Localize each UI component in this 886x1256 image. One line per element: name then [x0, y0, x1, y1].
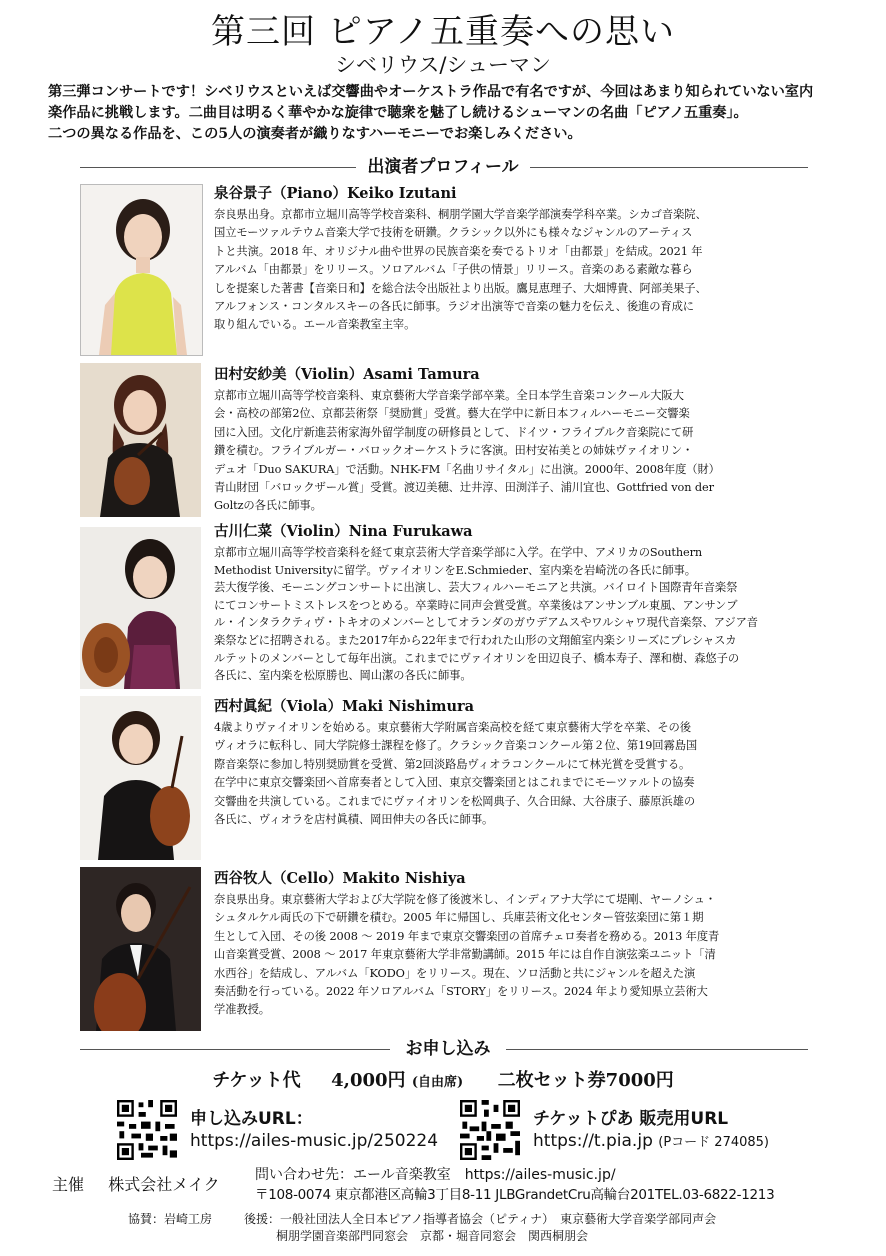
- support-line: 後援：一般社団法人全日本ピアノ指導者協会（ピティナ） 東京藝術大学音楽学部同声会: [244, 1212, 717, 1226]
- performer-name: 西谷牧人（Cello）Makito Nishiya: [214, 870, 466, 887]
- divider: [80, 167, 356, 168]
- bio-line: ヴィオラに転科し、同大学院修士課程を修了。クラシック音楽コンクール第２位、第19回霧島国: [214, 739, 698, 753]
- address-line: 〒108-0074 東京都港区高輪3丁目8-11 JLBGrandetCru高輪台201TEL.03-6822-1213: [255, 1187, 775, 1203]
- performer-photo-violin-2: [80, 527, 201, 689]
- bio-line: アルバム「由都景」をリリース。ソロアルバム「子供の情景」リリース。音楽のある素敵な暮ら: [214, 263, 693, 277]
- section-heading-profiles: 出演者プロフィール: [367, 157, 519, 177]
- pia-url-link[interactable]: https://t.pia.jp: [533, 1131, 653, 1151]
- ticket-price-line: [0, 1066, 886, 1092]
- bio-line: 会・高校の部第2位、京都芸術祭「奨励賞」受賞。藝大在学中に新日本フィルハーモニー交響楽: [214, 407, 690, 421]
- bio-line: 生として入団、その後 2008 ～ 2019 年まで東京交響楽団の首席チェロ奏者を務める。2013 年度青: [214, 929, 720, 943]
- performer-bio: [214, 206, 804, 335]
- performer-photo-piano: [80, 184, 203, 356]
- performer-bio: [214, 387, 804, 516]
- performer-profile: [214, 184, 804, 335]
- bio-line: デュオ「Duo SAKURA」で活動。NHK-FM「名曲リサイタル」に出演。2000年、2008年度（財）: [214, 462, 720, 476]
- performer-bio: [214, 891, 804, 1020]
- performer-bio: [214, 544, 804, 685]
- intro-line: 第三弾コンサートです！シベリウスといえば交響曲やオーケストラ作品で有名ですが、今回はあまり知られていない室内: [48, 84, 814, 100]
- bio-line: 鑽を積む。フライブルガー・バロックオーケストラに客演。田村安祐美との姉妹ヴァイオリン・: [214, 444, 694, 458]
- organizer-name: 株式会社メイク: [108, 1175, 220, 1194]
- qr-code-icon[interactable]: [117, 1100, 177, 1160]
- sponsor-line: 協賛：岩崎工房: [128, 1212, 213, 1226]
- organizer-label: 主催: [52, 1175, 85, 1194]
- bio-line: 青山財団「バロックザール賞」受賞。渡辺美穂、辻井淳、田渕洋子、浦川宜也、Gottfried von der: [214, 481, 714, 495]
- pia-url-label: チケットぴあ 販売用URL: [533, 1109, 729, 1129]
- pia-code: (Pコード 274085): [658, 1135, 770, 1150]
- performer-name: 田村安紗美（Violin）Asami Tamura: [214, 366, 480, 383]
- intro-line: 楽作品に挑戦します。二曲目は明るく華やかな旋律で聴衆を魅了し続けるシューマンの名曲「ピアノ五重奏」。: [48, 105, 748, 121]
- bio-line: 奈良県出身。京都市立堀川高等学校音楽科、桐朋学園大学音楽学部演奏学科卒業。シカゴ音楽院、: [214, 208, 707, 221]
- set-ticket-price: 二枚セット券7000円: [497, 1070, 674, 1091]
- performer-photo-cello: [80, 867, 201, 1031]
- ticket-label: チケット代: [212, 1070, 301, 1091]
- bio-line: 各氏に、室内楽を松原勝也、岡山潔の各氏に師事。: [214, 669, 472, 683]
- bio-line: ルテットのメンバーとして毎年出演。これまでにヴァイオリンを田辺良子、橋本寿子、澤和樹、森悠子の: [214, 651, 740, 665]
- intro-line: 二つの異なる作品を、この5人の演奏者が織りなすハーモニーでお楽しみください。: [48, 126, 582, 142]
- page-title: 第三回 ピアノ五重奏への思い: [210, 12, 676, 52]
- application-url-link[interactable]: https://ailes-music.jp/250224: [190, 1131, 439, 1151]
- bio-line: 芸大復学後、モーニングコンサートに出演し、芸大フィルハーモニアと共演。バイロイト国際青年音楽祭: [214, 581, 738, 595]
- ticket-price: 4,000円: [331, 1070, 406, 1091]
- performer-photo-violin-1: [80, 363, 201, 533]
- performer-profile: [214, 697, 804, 829]
- bio-line: ル・インタラクティヴ・トキオのメンバーとしてオランダのガウデアムスやワルシャワ現代音楽祭、アジア音: [214, 616, 758, 630]
- divider: [506, 1049, 808, 1050]
- performer-profile: [214, 522, 804, 685]
- bio-line: Methodist Universityに留学。ヴァイオリンをE.Schmieder、室内楽を岩崎洸の各氏に師事。: [214, 563, 696, 577]
- divider: [80, 1049, 390, 1050]
- bio-line: 各氏に、ヴィオラを店村眞積、岡田伸夫の各氏に師事。: [214, 813, 494, 827]
- bio-line: 在学中に東京交響楽団へ首席奏者として入団、東京交響楽団とはこれまでにモーツァルトの協奏: [214, 776, 695, 790]
- bio-line: 楽祭などに招聘される。また2017年から22年まで行われた山形の文翔館室内楽シリーズにプレシャスカ: [214, 633, 737, 647]
- bio-line: 4歳よりヴァイオリンを始める。東京藝術大学附属音楽高校を経て東京藝術大学を卒業、その後: [214, 721, 691, 734]
- bio-line: Goltzの各氏に師事。: [214, 499, 322, 513]
- qr-code-icon[interactable]: [460, 1100, 520, 1160]
- performer-profile: [214, 869, 804, 1020]
- performer-name: 泉谷景子（Piano）Keiko Izutani: [214, 185, 457, 202]
- ticket-note: (自由席): [411, 1075, 464, 1090]
- bio-line: にてコンサートミストレスをつとめる。卒業時に同声会賞受賞。卒業後はアンサンブル東風、アンサンブ: [214, 598, 738, 612]
- bio-line: 奈良県出身。東京藝術大学および大学院を修了後渡米し、インディアナ大学にて堤剛、ヤーノシュ・: [214, 893, 717, 906]
- performer-photo-viola: [80, 696, 201, 860]
- page-subtitle: シベリウス/シューマン: [334, 53, 552, 77]
- bio-line: 水西谷」を結成し、アルバム「KODO」をリリース。現在、ソロ活動と共にジャンルを超えた演: [214, 966, 696, 980]
- pia-url-line: [533, 1131, 769, 1151]
- bio-line: 奏活動を行っている。2022 年ソロアルバム「STORY」をリリース。2024 年より愛知県立芸術大: [214, 985, 708, 999]
- performer-profile: [214, 365, 804, 516]
- performer-bio: [214, 719, 804, 829]
- bio-line: 際音楽祭に参加し特別奨励賞を受賞、第2回淡路島ヴィオラコンクールにて林光賞を受賞する。: [214, 757, 691, 771]
- section-heading-application: お申し込み: [405, 1039, 491, 1059]
- bio-line: 団に入団。文化庁新進芸術家海外留学制度の研修員として、ドイツ・フライブルク音楽院にて研: [214, 425, 694, 439]
- bio-line: 京都市立堀川高等学校音楽科、東京藝術大学音楽学部卒業。全日本学生音楽コンクール大阪大: [214, 389, 684, 402]
- bio-line: トと共演。2018 年、オリジナル曲や世界の民族音楽を奏でるトリオ「由都景」を結成。2021 年: [214, 244, 703, 258]
- bio-line: 学准教授。: [214, 1003, 270, 1017]
- bio-line: 取り組んでいる。エール音楽教室主宰。: [214, 318, 416, 332]
- bio-line: シュタルケル両氏の下で研鑽を積む。2005 年に帰国し、兵庫芸術文化センター管弦楽団に第１期: [214, 911, 704, 925]
- contact-line: 問い合わせ先：エール音楽教室 https://ailes-music.jp/: [255, 1167, 616, 1183]
- bio-line: 交響曲を共演している。これまでにヴァイオリンを松岡典子、久合田緑、大谷康子、藤原浜雄の: [214, 794, 696, 808]
- intro-text: [48, 82, 848, 145]
- bio-line: 国立モーツァルテウム音楽大学で技術を研鑽。クラシック以外にも様々なジャンルのアーティス: [214, 226, 693, 240]
- organizer-line: [52, 1172, 220, 1195]
- application-url-label: 申し込みURL：: [190, 1109, 313, 1129]
- performer-name: 古川仁菜（Violin）Nina Furukawa: [214, 523, 473, 540]
- performer-name: 西村眞紀（Viola）Maki Nishimura: [214, 698, 475, 715]
- bio-line: アルフォンス・コンタルスキーの各氏に師事。ラジオ出演等で音楽の魅力を伝え、後進の育成に: [214, 300, 695, 314]
- support-line: 桐朋学園音楽部門同窓会 京都・堀音同窓会 関西桐朋会: [276, 1229, 589, 1243]
- bio-line: 山音楽賞受賞、2008 ～ 2017 年東京藝術大学非常勤講師。2015 年には自作自演弦楽ユニット「清: [214, 948, 716, 962]
- divider: [530, 167, 808, 168]
- bio-line: 京都市立堀川高等学校音楽科を経て東京芸術大学音楽学部に入学。在学中、アメリカのSouthern: [214, 546, 703, 559]
- bio-line: しを提案した著書【音楽日和】を総合法令出版社より出版。鷹見恵理子、大畑博貴、阿部美果子、: [214, 281, 707, 295]
